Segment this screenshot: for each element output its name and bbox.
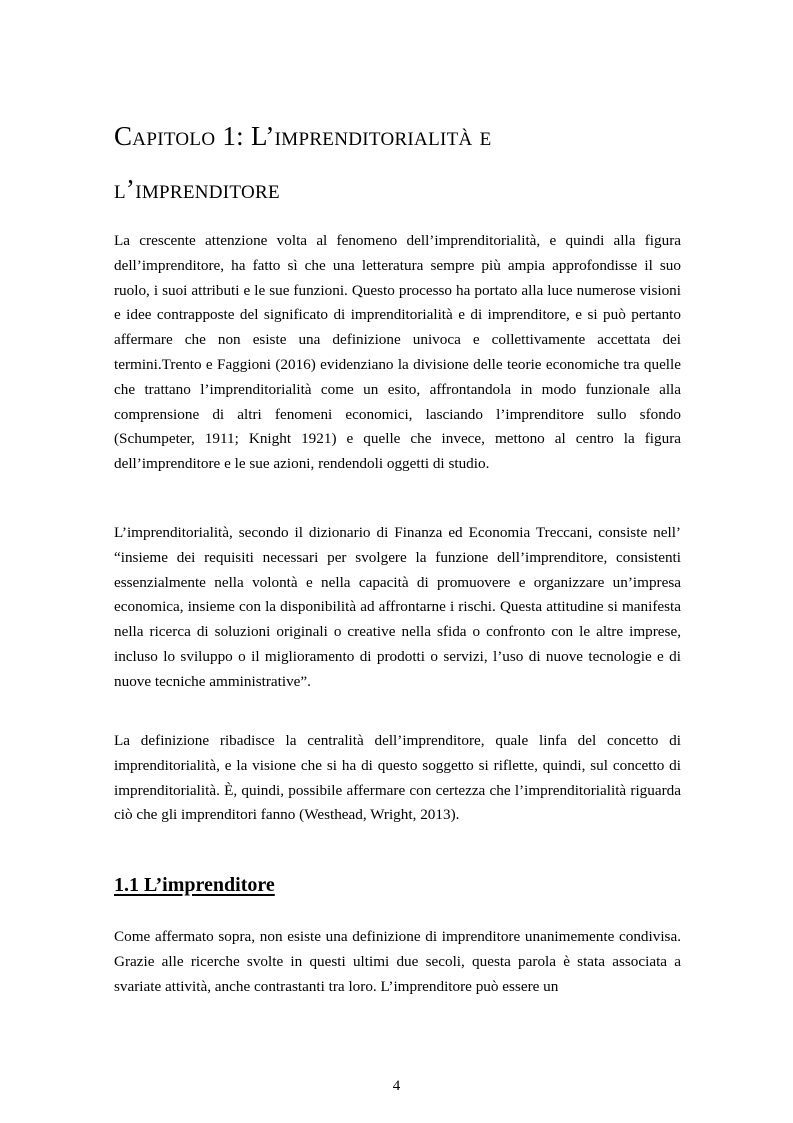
body-paragraph-2: L’imprenditorialità, secondo il dizionario di Finanza ed Economia Treccani, consiste nell’ “insieme dei requisiti necessari per svolgere la funzione dell’imprenditore, consistenti essenzialmente nella volontà e nella capacità di promuovere e organizzare un’impresa economica, insieme con la disponibilità ad affrontarne i rischi. Questa attitudine si manifesta nella ricerca di soluzioni originali o creative nella sfida o confronto con le altre imprese, incluso lo sviluppo o il miglioramento di prodotti o servizi, l’uso di nuove tecnologie e di nuove tecniche amministrative”.: [114, 524, 681, 690]
section-paragraph: Come affermato sopra, non esiste una definizione di imprenditore unanimemente condivisa. Grazie alle ricerche svolte in questi ultimi due secoli, questa parola è stata associata a svariate attività, anche contrastanti tra loro. L’imprenditore può essere un: [114, 928, 681, 995]
body-paragraph-1: La crescente attenzione volta al fenomeno dell’imprenditorialità, e quindi alla figura dell’imprenditore, ha fatto sì che una letteratura sempre più ampia approfondisse il suo ruolo, i suoi attributi e le sue funzioni. Questo processo ha portato alla luce numerose visioni e idee contrapposte del significato di imprenditorialità e di imprenditore, e si può pertanto affermare che non esiste una definizione univoca e collettivamente accettata dei termini.Trento e Faggioni (2016) evidenziano la divisione delle teorie economiche tra quelle che trattano l’imprenditorialità come un esito, affrontandola in modo funzionale alla comprensione di altri fenomeni economici, lasciando l’imprenditore sullo sfondo (Schumpeter, 1911; Knight 1921) e quelle che invece, mettono al centro la figura dell’imprenditore e le sue azioni, rendendoli oggetti di studio.: [114, 232, 681, 473]
chapter-title: [114, 110, 694, 216]
chapter-title-line-2: l’imprenditore: [114, 174, 280, 204]
body-paragraph-3: La definizione ribadisce la centralità dell’imprenditore, quale linfa del concetto di imprenditorialità, e la visione che si ha di questo soggetto si riflette, quindi, sul concetto di imprenditorialità. È, quindi, possibile affermare con certezza che l’imprenditorialità riguarda ciò che gli imprenditori fanno (Westhead, Wright, 2013).: [114, 732, 681, 824]
page-number: 4: [392, 1078, 401, 1094]
chapter-title-line-1: Capitolo 1: L’imprenditorialità e: [114, 121, 492, 151]
section-heading: 1.1 L’imprenditore: [114, 874, 275, 896]
